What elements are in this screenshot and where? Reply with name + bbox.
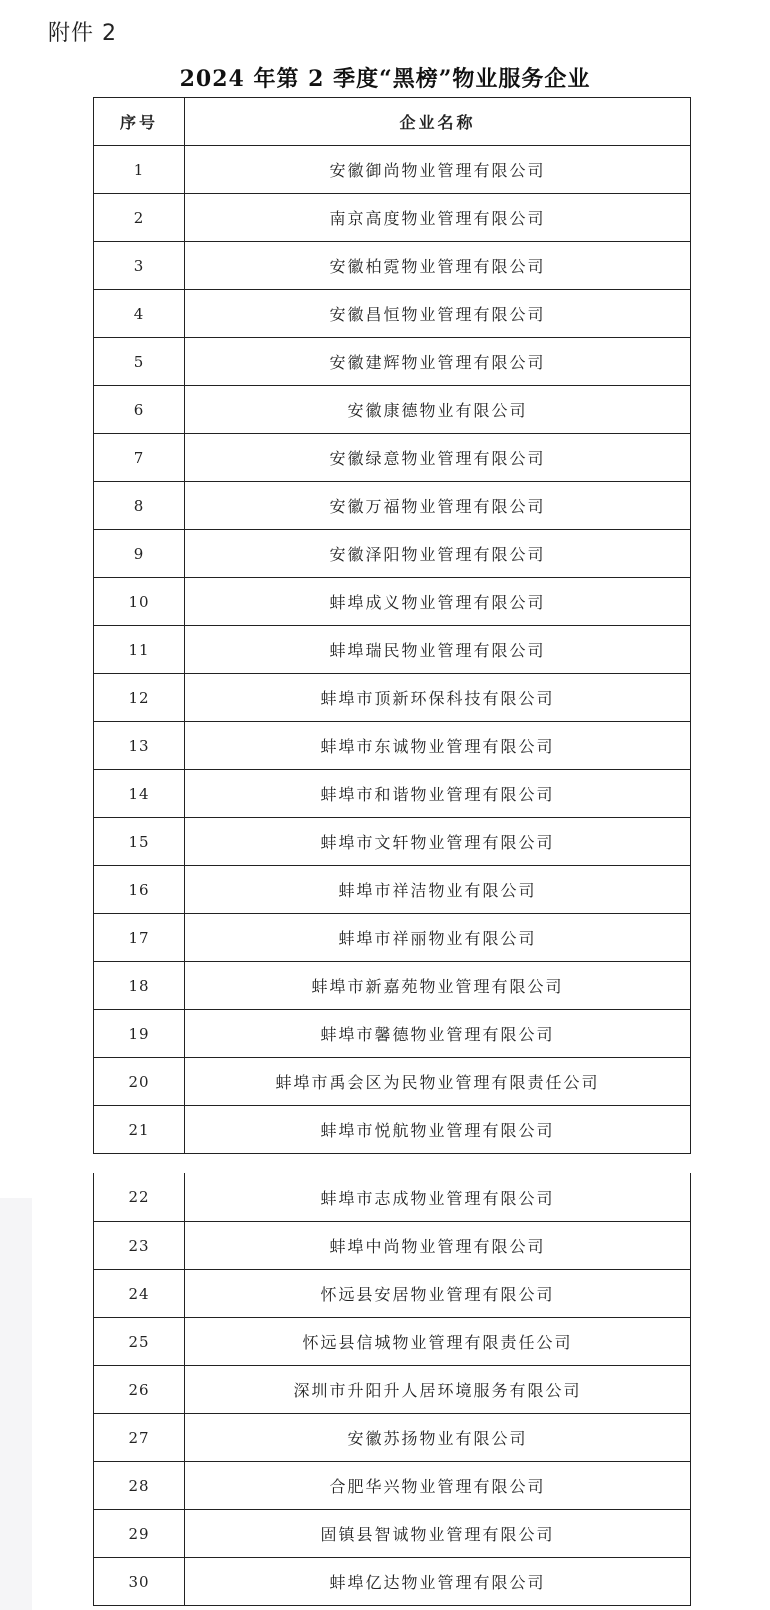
row-number: 17	[94, 914, 185, 962]
table-row	[94, 242, 691, 290]
column-header-company: 企业名称	[185, 98, 691, 146]
row-number: 10	[94, 578, 185, 626]
company-name: 安徽绿意物业管理有限公司	[185, 434, 691, 482]
row-number: 19	[94, 1010, 185, 1058]
table-row	[94, 1173, 691, 1222]
company-name: 蚌埠市祥洁物业有限公司	[185, 866, 691, 914]
table-row	[94, 482, 691, 530]
row-number: 9	[94, 530, 185, 578]
table-row	[94, 1414, 691, 1462]
row-number: 3	[94, 242, 185, 290]
table-row	[94, 1106, 691, 1154]
table-row	[94, 866, 691, 914]
table-row	[94, 1462, 691, 1510]
row-number: 5	[94, 338, 185, 386]
row-number: 6	[94, 386, 185, 434]
blacklist-table-part-2	[93, 1173, 691, 1606]
company-name: 深圳市升阳升人居环境服务有限公司	[185, 1366, 691, 1414]
table-row	[94, 1010, 691, 1058]
table-row	[94, 770, 691, 818]
company-name: 南京高度物业管理有限公司	[185, 194, 691, 242]
row-number: 22	[94, 1173, 185, 1222]
row-number: 18	[94, 962, 185, 1010]
company-name: 蚌埠市祥丽物业有限公司	[185, 914, 691, 962]
row-number: 25	[94, 1318, 185, 1366]
table-row	[94, 146, 691, 194]
table-row	[94, 674, 691, 722]
table-row	[94, 722, 691, 770]
table-row	[94, 1366, 691, 1414]
company-name: 安徽泽阳物业管理有限公司	[185, 530, 691, 578]
row-number: 13	[94, 722, 185, 770]
company-name: 蚌埠市和谐物业管理有限公司	[185, 770, 691, 818]
table-row	[94, 1222, 691, 1270]
table-header-row	[94, 98, 691, 146]
row-number: 2	[94, 194, 185, 242]
row-number: 14	[94, 770, 185, 818]
company-name: 蚌埠成义物业管理有限公司	[185, 578, 691, 626]
row-number: 29	[94, 1510, 185, 1558]
table-row	[94, 434, 691, 482]
company-name: 安徽苏扬物业有限公司	[185, 1414, 691, 1462]
row-number: 7	[94, 434, 185, 482]
company-name: 蚌埠市馨德物业管理有限公司	[185, 1010, 691, 1058]
row-number: 30	[94, 1558, 185, 1606]
company-name: 合肥华兴物业管理有限公司	[185, 1462, 691, 1510]
table-row	[94, 338, 691, 386]
table-row	[94, 194, 691, 242]
table-row	[94, 530, 691, 578]
company-name: 蚌埠中尚物业管理有限公司	[185, 1222, 691, 1270]
table-row	[94, 1058, 691, 1106]
table-row	[94, 818, 691, 866]
row-number: 21	[94, 1106, 185, 1154]
row-number: 11	[94, 626, 185, 674]
table-row	[94, 962, 691, 1010]
company-name: 蚌埠亿达物业管理有限公司	[185, 1558, 691, 1606]
table-row	[94, 1270, 691, 1318]
company-name: 安徽昌恒物业管理有限公司	[185, 290, 691, 338]
table-row	[94, 626, 691, 674]
company-name: 蚌埠市新嘉苑物业管理有限公司	[185, 962, 691, 1010]
company-name: 安徽柏霓物业管理有限公司	[185, 242, 691, 290]
row-number: 4	[94, 290, 185, 338]
table-row	[94, 914, 691, 962]
row-number: 20	[94, 1058, 185, 1106]
company-name: 蚌埠市志成物业管理有限公司	[185, 1173, 691, 1222]
attachment-label: 附件 2	[48, 21, 117, 46]
row-number: 1	[94, 146, 185, 194]
company-name: 安徽建辉物业管理有限公司	[185, 338, 691, 386]
company-name: 固镇县智诚物业管理有限公司	[185, 1510, 691, 1558]
row-number: 23	[94, 1222, 185, 1270]
row-number: 28	[94, 1462, 185, 1510]
company-name: 蚌埠瑞民物业管理有限公司	[185, 626, 691, 674]
table-row	[94, 1558, 691, 1606]
company-name: 安徽御尚物业管理有限公司	[185, 146, 691, 194]
column-header-number: 序号	[94, 98, 185, 146]
company-name: 怀远县信城物业管理有限责任公司	[185, 1318, 691, 1366]
company-name: 安徽万福物业管理有限公司	[185, 482, 691, 530]
company-name: 蚌埠市东诚物业管理有限公司	[185, 722, 691, 770]
row-number: 8	[94, 482, 185, 530]
table-row	[94, 386, 691, 434]
row-number: 26	[94, 1366, 185, 1414]
row-number: 15	[94, 818, 185, 866]
row-number: 24	[94, 1270, 185, 1318]
table-row	[94, 578, 691, 626]
company-name: 蚌埠市悦航物业管理有限公司	[185, 1106, 691, 1154]
table-row	[94, 1510, 691, 1558]
company-name: 蚌埠市禹会区为民物业管理有限责任公司	[185, 1058, 691, 1106]
row-number: 16	[94, 866, 185, 914]
company-name: 怀远县安居物业管理有限公司	[185, 1270, 691, 1318]
row-number: 12	[94, 674, 185, 722]
company-name: 蚌埠市文轩物业管理有限公司	[185, 818, 691, 866]
table-row	[94, 1318, 691, 1366]
table-row	[94, 290, 691, 338]
blacklist-table-part-1	[93, 97, 691, 1154]
company-name: 蚌埠市顶新环保科技有限公司	[185, 674, 691, 722]
row-number: 27	[94, 1414, 185, 1462]
company-name: 安徽康德物业有限公司	[185, 386, 691, 434]
document-title: 2024 年第 2 季度“黑榜”物业服务企业	[179, 66, 591, 92]
